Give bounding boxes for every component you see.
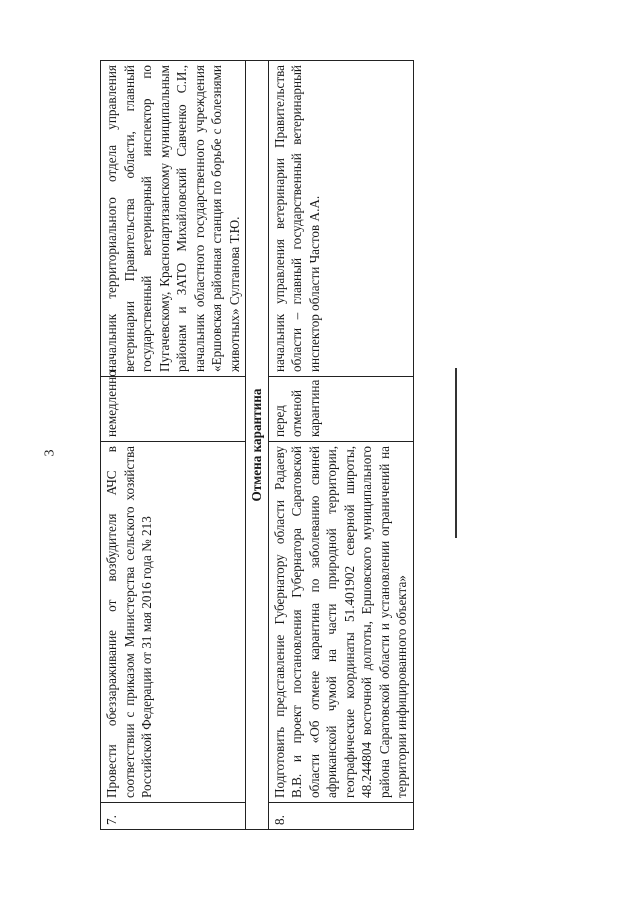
section-row xyxy=(246,61,269,830)
responsible-cell: начальник территориального отдела управления ветеринарии Правительства области, главный государственный ветеринарный инспектор по Пугачевскому, Краснопартизанскому муниципальным районам и ЗАТО Михайловский Савченко С.И., начальник областного государственного учреждения «Ершовская районная станция по борьбе с болезнями животных» Султанова Т.Ю. xyxy=(101,61,246,377)
table-row xyxy=(101,61,246,830)
page-number: 3 xyxy=(42,449,58,457)
signature-line xyxy=(455,368,457,538)
section-title: Отмена карантина xyxy=(246,61,269,830)
measures-table xyxy=(100,60,414,830)
rotated-table-block xyxy=(100,60,433,830)
row-number: 7. xyxy=(101,803,246,830)
term-cell: перед отменой карантина xyxy=(268,377,413,442)
term-cell: немедленно xyxy=(101,377,246,442)
table-row xyxy=(268,61,413,830)
task-cell: Подготовить представление Губернатору области Радаеву В.В. и проект постановления Губернатора Саратовской области «Об отмене карантина по заболеванию свиней африканской чумой на части природной территории, географические координаты 51.401902 северной широты, 48.244804 восточной долготы, Ершовского муниципального района Саратовской области и установлении ограничений на территории инфицированного объекта» xyxy=(268,442,413,803)
row-number: 8. xyxy=(268,803,413,830)
task-cell: Провести обеззараживание от возбудителя АЧС в соответствии с приказом Министерства сельского хозяйства Российской Федерации от 31 мая 2016 года № 213 xyxy=(101,442,246,803)
responsible-cell: начальник управления ветеринарии Правительства области – главный государственный ветеринарный инспектор области Частов А.А. xyxy=(268,61,413,377)
